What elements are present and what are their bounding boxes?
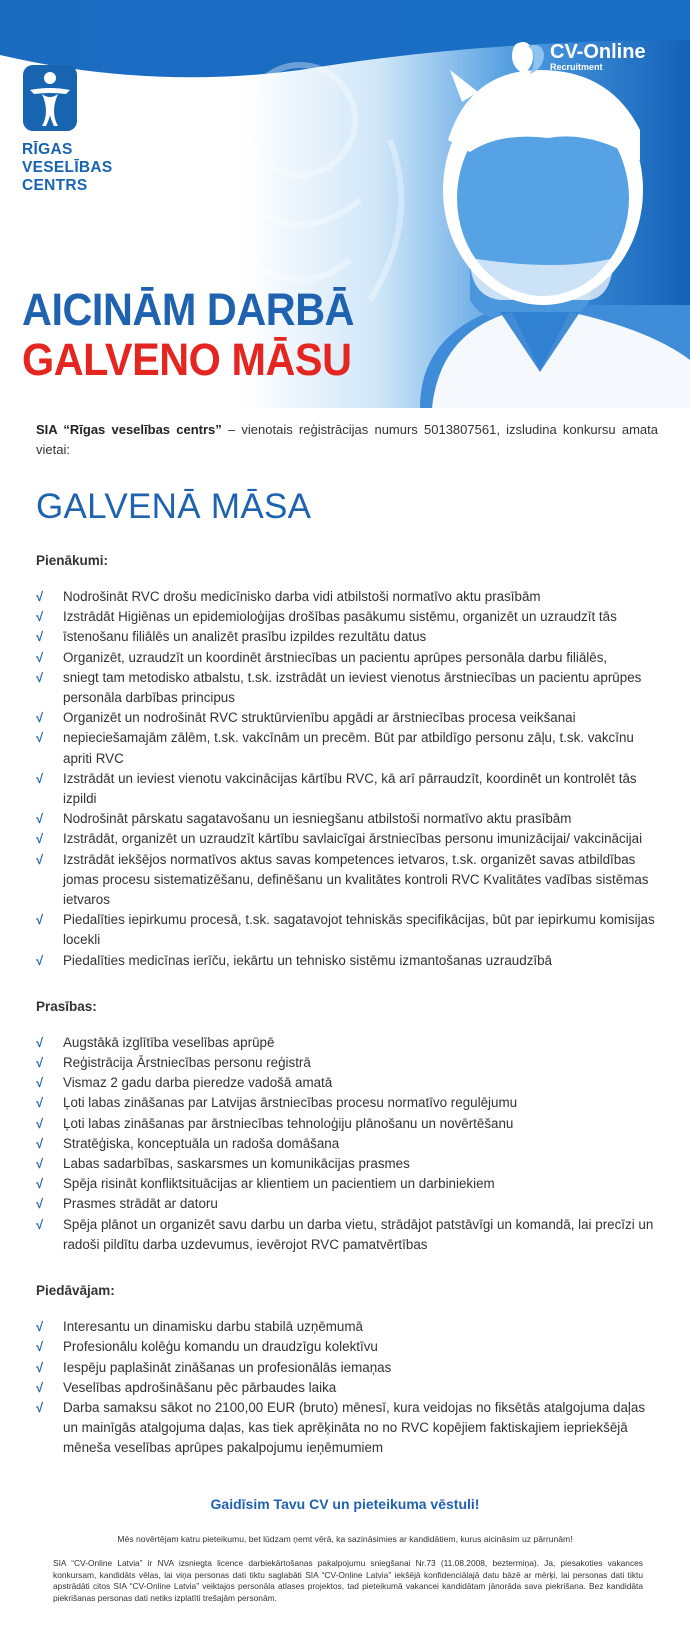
checkmark-icon: √ xyxy=(36,629,44,645)
call-to-action: Gaidīsim Tavu CV un pieteikuma vēstuli! xyxy=(210,1496,480,1512)
checkmark-icon: √ xyxy=(36,1075,44,1091)
list-item-text: Piedalīties medicīnas ierīču, iekārtu un tehnisko sistēmu izmantošanas uzraudzībā xyxy=(63,952,553,968)
position-title: GALVENĀ MĀSA xyxy=(36,487,312,526)
list-item-text: Vismaz 2 gadu darba pieredze vadošā amatā xyxy=(63,1075,333,1091)
list-item xyxy=(36,1114,658,1134)
list-item xyxy=(36,1174,658,1194)
list-item-text: Stratēģiska, konceptuāla un radoša domāšana xyxy=(63,1135,340,1151)
intro-text: – vienotais reģistrācijas numurs 5013807561, izsludina konkursu amata vietai: xyxy=(36,422,658,457)
checkmark-icon: √ xyxy=(36,649,44,665)
list-item-text: īstenošanu filiālēs un analizēt prasību izpildes rezultātu datus xyxy=(63,629,427,645)
list-item xyxy=(36,708,658,728)
job-content xyxy=(36,420,658,1459)
list-item-text: Prasmes strādāt ar datoru xyxy=(63,1196,218,1212)
list-item xyxy=(36,951,658,971)
cv-online-sub: Recruitment xyxy=(550,62,603,72)
checkmark-icon: √ xyxy=(36,710,44,726)
checkmark-icon: √ xyxy=(36,589,44,604)
list-item-text: Izstrādāt un ieviest vienotu vakcinācijas kārtību RVC, kā arī pārraudzīt, koordinēt un kontrolēt tās izpildi xyxy=(63,770,637,807)
checkmark-icon: √ xyxy=(36,1399,44,1415)
list-item xyxy=(36,627,658,647)
checkmark-icon: √ xyxy=(36,952,44,968)
checkmark-icon: √ xyxy=(36,1216,44,1232)
list-item-text: Izstrādāt Higiēnas un epidemioloģijas drošības pasākumu sistēmu, organizēt un uzraudzīt tās xyxy=(63,609,617,625)
checkmark-icon: √ xyxy=(36,1055,44,1071)
cv-online-logo xyxy=(510,40,646,78)
list-item xyxy=(36,1073,658,1093)
list-item xyxy=(36,1053,658,1073)
section-1 xyxy=(36,551,658,971)
checkmark-icon: √ xyxy=(36,770,44,786)
checkmark-icon: √ xyxy=(36,1095,44,1111)
rvc-figure-logo-icon xyxy=(22,64,78,132)
rvc-logo-line-2: VESELĪBAS xyxy=(22,159,113,176)
checklist xyxy=(36,1317,658,1458)
checklist xyxy=(36,587,658,971)
list-item xyxy=(36,1317,658,1337)
list-item-text: Reģistrācija Ārstniecības personu reģistrā xyxy=(63,1055,311,1071)
list-item xyxy=(36,769,658,809)
list-item xyxy=(36,850,658,911)
checkmark-icon: √ xyxy=(36,1359,44,1375)
list-item-text: Organizēt un nodrošināt RVC struktūrvienību apgādi ar ārstniecības procesa veikšanai xyxy=(63,710,576,726)
list-item-text: Nodrošināt pārskatu sagatavošanu un iesniegšanu atbilstoši normatīvo aktu prasībām xyxy=(63,811,572,827)
list-item xyxy=(36,587,658,607)
list-item-text: Piedalīties iepirkumu procesā, t.sk. sagatavojot tehniskās specifikācijas, būt par iepirkumu komisijas locekli xyxy=(63,912,655,948)
list-item-text: Ļoti labas zināšanas par ārstniecības tehnoloģiju plānošanu un novērtēšanu xyxy=(63,1115,514,1131)
list-item-text: nepieciešamajām zālēm, t.sk. vakcīnām un precēm. Būt par atbildīgo personu zāļu, t.sk. vakcīnu apriti RVC xyxy=(63,730,634,766)
headline xyxy=(22,286,383,386)
list-item xyxy=(36,829,658,849)
list-item xyxy=(36,728,658,768)
list-item xyxy=(36,1358,658,1378)
list-item-text: Veselības apdrošināšanu pēc pārbaudes laika xyxy=(63,1379,337,1395)
checkmark-icon: √ xyxy=(36,1034,44,1050)
list-item xyxy=(36,668,658,708)
list-item-text: Izstrādāt, organizēt un uzraudzīt kārtību savlaicīgai ārstniecības personu imunizācijai/ vakcinācijai xyxy=(63,831,643,847)
section-title: Pienākumi: xyxy=(36,553,109,568)
checkmark-icon: √ xyxy=(36,669,44,685)
sections xyxy=(36,551,658,1459)
list-item xyxy=(36,1194,658,1214)
company-name: SIA “Rīgas veselības centrs” xyxy=(36,422,222,437)
list-item-text: Interesantu un dinamisku darbu stabilā uzņēmumā xyxy=(63,1319,363,1335)
checkmark-icon: √ xyxy=(36,811,44,827)
checkmark-icon: √ xyxy=(36,1319,44,1335)
cv-online-logo-icon xyxy=(510,40,546,78)
checkmark-icon: √ xyxy=(36,831,44,847)
checkmark-icon: √ xyxy=(36,1115,44,1131)
list-item-text: Iespēju paplašināt zināšanas un profesionālās iemaņas xyxy=(63,1359,392,1375)
checkmark-icon: √ xyxy=(36,1156,44,1172)
list-item xyxy=(36,1398,658,1459)
rvc-logo-line-3: CENTRS xyxy=(22,177,88,194)
list-item-text: Spēja plānot un organizēt savu darbu un darba vietu, strādājot patstāvīgi un komandā, lai precīzi un radoši pildītu darba uzdevumus, ievērojot RVC pamatvērtības xyxy=(63,1216,654,1252)
hero-banner xyxy=(0,0,690,408)
list-item-text: Profesionālu kolēģu komandu un draudzīgu kolektīvu xyxy=(63,1339,378,1355)
list-item xyxy=(36,910,658,950)
intro-paragraph xyxy=(36,420,658,460)
list-item xyxy=(36,648,658,668)
checkmark-icon: √ xyxy=(36,1135,44,1151)
checkmark-icon: √ xyxy=(36,851,44,867)
rvc-logo-text xyxy=(22,141,142,195)
checklist xyxy=(36,1033,658,1255)
list-item-text: Nodrošināt RVC drošu medicīnisko darba vidi atbilstoši normatīvo aktu prasībām xyxy=(63,589,541,604)
list-item xyxy=(36,809,658,829)
list-item-text: Organizēt, uzraudzīt un koordinēt ārstniecības un pacientu aprūpes personāla darbu filiālēs, xyxy=(63,649,608,665)
list-item-text: Augstākā izglītība veselības aprūpē xyxy=(63,1034,275,1050)
headline-line-1: AICINĀM DARBĀ xyxy=(22,284,355,335)
list-item-text: Labas sadarbības, saskarsmes un komunikācijas prasmes xyxy=(63,1156,410,1172)
list-item xyxy=(36,1134,658,1154)
list-item xyxy=(36,1154,658,1174)
legal-text: SIA “CV-Online Latvia” ir NVA izsniegta licence darbiekārtošanas pakalpojumu sniegšanai Nr.73 (11.08.2008, beztermiņa). Ja, piesakoties vakances konkursam, kandidāts vēlas, lai viņa personas dati tiktu saglabāti SIA “CV-Online Latvia” iekšējā konfidenciālajā datu bāzē ar mērķi, lai personas dati tiktu apstrādāti citos SIA “CV-Online Latvia” veiktajos personāla atlases projektos, tad pieteikumā vakancei kandidātam jānorāda sava piekrišana. Bez kandidāta piekrišanas personas dati netiks izplatīti trešajām personām. xyxy=(53,1558,643,1603)
list-item-text: Ļoti labas zināšanas par Latvijas ārstniecības procesu normatīvo regulējumu xyxy=(63,1095,518,1111)
headline-line-2: GALVENO MĀSU xyxy=(22,334,352,385)
section-3 xyxy=(36,1281,658,1458)
rvc-logo-line-1: RĪGAS xyxy=(22,141,73,158)
section-2 xyxy=(36,997,658,1255)
list-item xyxy=(36,607,658,627)
list-item-text: Darba samaksu sākot no 2100,00 EUR (bruto) mēnesī, kura veidojas no fiksētās atalgojuma daļas un mainīgās atalgojuma daļas, kas tiek aprēķināta no no RVC kopējiem faktiskajiem iepriekšējā mēneša veselības aprūpes pakalpojumu ieņēmumiem xyxy=(63,1399,646,1456)
checkmark-icon: √ xyxy=(36,1339,44,1355)
checkmark-icon: √ xyxy=(36,912,44,928)
rvc-logo xyxy=(22,64,142,195)
selection-note: Mēs novērtējam katru pieteikumu, bet lūdzam ņemt vērā, ka sazināsimies ar kandidātiem, kurus aicināsim uz pārrunām! xyxy=(117,1534,573,1544)
list-item-text: sniegt tam metodisko atbalstu, t.sk. izstrādāt un ieviest vienotus ārstniecības un pacientu aprūpes personāla darbības principus xyxy=(63,669,642,706)
checkmark-icon: √ xyxy=(36,1176,44,1192)
list-item xyxy=(36,1093,658,1113)
list-item xyxy=(36,1215,658,1255)
cv-online-name: CV-Online xyxy=(550,41,646,63)
list-item xyxy=(36,1033,658,1053)
section-title: Piedāvājam: xyxy=(36,1283,115,1299)
list-item xyxy=(36,1378,658,1398)
list-item-text: Izstrādāt iekšējos normatīvos aktus savas kompetences ietvaros, t.sk. organizēt savas atbildības jomas procesu sistematizēšanu, definēšanu un kvalitātes kontroli RVC Kvalitātes vadības sistēmas ietvaros xyxy=(63,851,649,908)
list-item xyxy=(36,1337,658,1357)
section-title: Prasības: xyxy=(36,998,97,1014)
list-item-text: Spēja risināt konfliktsituācijas ar klientiem un pacientiem un darbiniekiem xyxy=(63,1176,495,1192)
checkmark-icon: √ xyxy=(36,730,44,746)
checkmark-icon: √ xyxy=(36,1379,44,1395)
checkmark-icon: √ xyxy=(36,1196,44,1212)
checkmark-icon: √ xyxy=(36,609,44,625)
